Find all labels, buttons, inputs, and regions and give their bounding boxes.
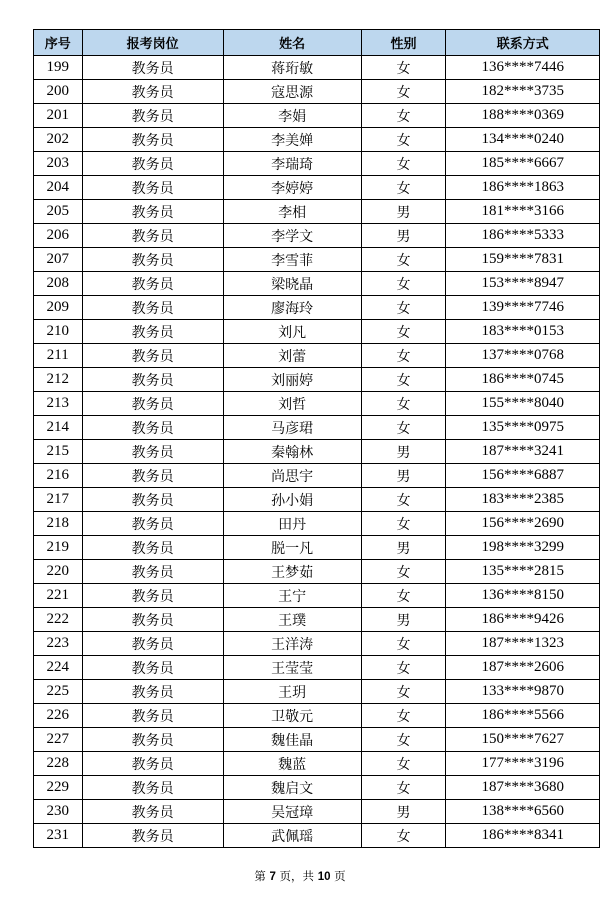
cell-serial-number: 209 xyxy=(34,296,83,320)
cell-applied-position: 教务员 xyxy=(82,320,223,344)
cell-gender: 女 xyxy=(361,416,446,440)
cell-applied-position: 教务员 xyxy=(82,272,223,296)
table-row xyxy=(34,176,600,200)
cell-name: 刘凡 xyxy=(223,320,361,344)
cell-contact: 186****9426 xyxy=(446,608,600,632)
cell-serial-number: 201 xyxy=(34,104,83,128)
table-row xyxy=(34,728,600,752)
cell-name: 李美婵 xyxy=(223,128,361,152)
cell-applied-position: 教务员 xyxy=(82,80,223,104)
cell-contact: 186****5333 xyxy=(446,224,600,248)
cell-applied-position: 教务员 xyxy=(82,584,223,608)
cell-applied-position: 教务员 xyxy=(82,752,223,776)
cell-applied-position: 教务员 xyxy=(82,200,223,224)
cell-serial-number: 200 xyxy=(34,80,83,104)
cell-name: 王莹莹 xyxy=(223,656,361,680)
cell-gender: 女 xyxy=(361,296,446,320)
cell-gender: 女 xyxy=(361,776,446,800)
cell-gender: 女 xyxy=(361,488,446,512)
cell-gender: 男 xyxy=(361,224,446,248)
cell-gender: 女 xyxy=(361,704,446,728)
cell-gender: 女 xyxy=(361,248,446,272)
table-row xyxy=(34,128,600,152)
cell-serial-number: 216 xyxy=(34,464,83,488)
header-contact: 联系方式 xyxy=(446,30,600,56)
cell-name: 魏启文 xyxy=(223,776,361,800)
cell-name: 田丹 xyxy=(223,512,361,536)
cell-applied-position: 教务员 xyxy=(82,56,223,80)
cell-contact: 150****7627 xyxy=(446,728,600,752)
cell-serial-number: 208 xyxy=(34,272,83,296)
cell-gender: 女 xyxy=(361,752,446,776)
table-row xyxy=(34,560,600,584)
table-row xyxy=(34,824,600,848)
cell-serial-number: 220 xyxy=(34,560,83,584)
cell-serial-number: 217 xyxy=(34,488,83,512)
cell-applied-position: 教务员 xyxy=(82,776,223,800)
cell-contact: 155****8040 xyxy=(446,392,600,416)
cell-applied-position: 教务员 xyxy=(82,680,223,704)
cell-serial-number: 204 xyxy=(34,176,83,200)
cell-name: 梁晓晶 xyxy=(223,272,361,296)
cell-contact: 186****0745 xyxy=(446,368,600,392)
cell-serial-number: 207 xyxy=(34,248,83,272)
cell-serial-number: 223 xyxy=(34,632,83,656)
cell-gender: 女 xyxy=(361,80,446,104)
cell-gender: 女 xyxy=(361,272,446,296)
cell-name: 吴冠璋 xyxy=(223,800,361,824)
footer-page-number: 7 xyxy=(269,871,276,883)
table-row xyxy=(34,392,600,416)
cell-serial-number: 221 xyxy=(34,584,83,608)
header-serial-number: 序号 xyxy=(34,30,83,56)
table-row xyxy=(34,344,600,368)
cell-serial-number: 211 xyxy=(34,344,83,368)
cell-applied-position: 教务员 xyxy=(82,368,223,392)
cell-name: 王宁 xyxy=(223,584,361,608)
cell-contact: 136****8150 xyxy=(446,584,600,608)
cell-serial-number: 218 xyxy=(34,512,83,536)
cell-contact: 187****3241 xyxy=(446,440,600,464)
table-row xyxy=(34,320,600,344)
cell-gender: 女 xyxy=(361,152,446,176)
cell-contact: 139****7746 xyxy=(446,296,600,320)
cell-name: 刘蕾 xyxy=(223,344,361,368)
cell-serial-number: 213 xyxy=(34,392,83,416)
table-row xyxy=(34,776,600,800)
cell-gender: 女 xyxy=(361,320,446,344)
table-row xyxy=(34,152,600,176)
cell-contact: 159****7831 xyxy=(446,248,600,272)
cell-gender: 女 xyxy=(361,680,446,704)
cell-name: 李娟 xyxy=(223,104,361,128)
table-row xyxy=(34,608,600,632)
cell-applied-position: 教务员 xyxy=(82,800,223,824)
cell-name: 刘丽婷 xyxy=(223,368,361,392)
cell-contact: 156****6887 xyxy=(446,464,600,488)
cell-applied-position: 教务员 xyxy=(82,128,223,152)
table-row xyxy=(34,656,600,680)
cell-contact: 181****3166 xyxy=(446,200,600,224)
table-row xyxy=(34,248,600,272)
cell-applied-position: 教务员 xyxy=(82,728,223,752)
footer-total-pages: 10 xyxy=(317,871,331,883)
table-row xyxy=(34,488,600,512)
cell-serial-number: 228 xyxy=(34,752,83,776)
cell-gender: 女 xyxy=(361,824,446,848)
cell-serial-number: 206 xyxy=(34,224,83,248)
cell-name: 李相 xyxy=(223,200,361,224)
cell-applied-position: 教务员 xyxy=(82,464,223,488)
cell-gender: 男 xyxy=(361,200,446,224)
cell-applied-position: 教务员 xyxy=(82,512,223,536)
cell-applied-position: 教务员 xyxy=(82,824,223,848)
cell-contact: 186****5566 xyxy=(446,704,600,728)
cell-applied-position: 教务员 xyxy=(82,344,223,368)
cell-applied-position: 教务员 xyxy=(82,248,223,272)
cell-gender: 女 xyxy=(361,344,446,368)
cell-gender: 女 xyxy=(361,104,446,128)
cell-serial-number: 227 xyxy=(34,728,83,752)
table-row xyxy=(34,296,600,320)
cell-name: 李雪菲 xyxy=(223,248,361,272)
table-row xyxy=(34,512,600,536)
cell-applied-position: 教务员 xyxy=(82,104,223,128)
cell-gender: 女 xyxy=(361,632,446,656)
cell-contact: 187****1323 xyxy=(446,632,600,656)
cell-applied-position: 教务员 xyxy=(82,704,223,728)
cell-name: 秦翰林 xyxy=(223,440,361,464)
cell-serial-number: 203 xyxy=(34,152,83,176)
cell-contact: 183****0153 xyxy=(446,320,600,344)
cell-serial-number: 214 xyxy=(34,416,83,440)
header-applied-position: 报考岗位 xyxy=(82,30,223,56)
table-row xyxy=(34,80,600,104)
table-row xyxy=(34,440,600,464)
table-row xyxy=(34,464,600,488)
cell-serial-number: 202 xyxy=(34,128,83,152)
cell-contact: 182****3735 xyxy=(446,80,600,104)
cell-applied-position: 教务员 xyxy=(82,176,223,200)
cell-contact: 153****8947 xyxy=(446,272,600,296)
table-row xyxy=(34,272,600,296)
table-row xyxy=(34,200,600,224)
footer-suffix: 页 xyxy=(334,869,346,883)
cell-name: 李婷婷 xyxy=(223,176,361,200)
cell-serial-number: 212 xyxy=(34,368,83,392)
cell-applied-position: 教务员 xyxy=(82,416,223,440)
footer-prefix: 第 xyxy=(254,869,266,883)
cell-contact: 188****0369 xyxy=(446,104,600,128)
cell-serial-number: 215 xyxy=(34,440,83,464)
cell-gender: 男 xyxy=(361,608,446,632)
cell-contact: 137****0768 xyxy=(446,344,600,368)
cell-contact: 185****6667 xyxy=(446,152,600,176)
cell-contact: 198****3299 xyxy=(446,536,600,560)
header-name: 姓名 xyxy=(223,30,361,56)
roster-table xyxy=(33,29,600,848)
table-row xyxy=(34,680,600,704)
table-row xyxy=(34,800,600,824)
cell-contact: 186****8341 xyxy=(446,824,600,848)
cell-serial-number: 222 xyxy=(34,608,83,632)
cell-applied-position: 教务员 xyxy=(82,656,223,680)
cell-name: 李学文 xyxy=(223,224,361,248)
cell-name: 蒋珩敏 xyxy=(223,56,361,80)
cell-applied-position: 教务员 xyxy=(82,296,223,320)
cell-contact: 183****2385 xyxy=(446,488,600,512)
cell-applied-position: 教务员 xyxy=(82,392,223,416)
cell-contact: 135****2815 xyxy=(446,560,600,584)
cell-serial-number: 226 xyxy=(34,704,83,728)
cell-serial-number: 205 xyxy=(34,200,83,224)
cell-gender: 女 xyxy=(361,656,446,680)
cell-serial-number: 225 xyxy=(34,680,83,704)
cell-name: 刘哲 xyxy=(223,392,361,416)
cell-gender: 女 xyxy=(361,128,446,152)
cell-name: 孙小娟 xyxy=(223,488,361,512)
cell-serial-number: 229 xyxy=(34,776,83,800)
cell-serial-number: 231 xyxy=(34,824,83,848)
cell-gender: 女 xyxy=(361,560,446,584)
cell-applied-position: 教务员 xyxy=(82,488,223,512)
table-body xyxy=(34,56,600,848)
cell-contact: 133****9870 xyxy=(446,680,600,704)
cell-gender: 男 xyxy=(361,440,446,464)
cell-name: 寇思源 xyxy=(223,80,361,104)
cell-name: 尚思宇 xyxy=(223,464,361,488)
cell-contact: 135****0975 xyxy=(446,416,600,440)
cell-name: 王梦茹 xyxy=(223,560,361,584)
table-row xyxy=(34,104,600,128)
cell-contact: 136****7446 xyxy=(446,56,600,80)
cell-applied-position: 教务员 xyxy=(82,560,223,584)
table-row xyxy=(34,416,600,440)
cell-name: 魏蓝 xyxy=(223,752,361,776)
cell-serial-number: 210 xyxy=(34,320,83,344)
cell-applied-position: 教务员 xyxy=(82,440,223,464)
table-header-row xyxy=(34,30,600,56)
cell-gender: 男 xyxy=(361,464,446,488)
table-row xyxy=(34,704,600,728)
table-row xyxy=(34,56,600,80)
cell-contact: 187****2606 xyxy=(446,656,600,680)
cell-applied-position: 教务员 xyxy=(82,224,223,248)
cell-applied-position: 教务员 xyxy=(82,152,223,176)
table-row xyxy=(34,224,600,248)
cell-gender: 男 xyxy=(361,800,446,824)
cell-name: 武佩瑶 xyxy=(223,824,361,848)
cell-name: 王洋涛 xyxy=(223,632,361,656)
footer-middle: 页，共 xyxy=(279,869,315,883)
cell-name: 马彦珺 xyxy=(223,416,361,440)
cell-gender: 女 xyxy=(361,728,446,752)
cell-name: 卫敬元 xyxy=(223,704,361,728)
cell-name: 脱一凡 xyxy=(223,536,361,560)
cell-gender: 女 xyxy=(361,392,446,416)
cell-gender: 女 xyxy=(361,512,446,536)
cell-contact: 187****3680 xyxy=(446,776,600,800)
header-gender: 性别 xyxy=(361,30,446,56)
cell-applied-position: 教务员 xyxy=(82,608,223,632)
cell-gender: 女 xyxy=(361,368,446,392)
table-row xyxy=(34,632,600,656)
table-row xyxy=(34,536,600,560)
table-row xyxy=(34,752,600,776)
cell-gender: 女 xyxy=(361,176,446,200)
cell-gender: 男 xyxy=(361,536,446,560)
cell-serial-number: 230 xyxy=(34,800,83,824)
cell-applied-position: 教务员 xyxy=(82,536,223,560)
table-row xyxy=(34,368,600,392)
table-row xyxy=(34,584,600,608)
cell-applied-position: 教务员 xyxy=(82,632,223,656)
cell-name: 廖海玲 xyxy=(223,296,361,320)
cell-name: 李瑞琦 xyxy=(223,152,361,176)
cell-contact: 134****0240 xyxy=(446,128,600,152)
cell-serial-number: 199 xyxy=(34,56,83,80)
cell-name: 魏佳晶 xyxy=(223,728,361,752)
cell-gender: 女 xyxy=(361,56,446,80)
page-footer xyxy=(0,868,600,884)
cell-contact: 156****2690 xyxy=(446,512,600,536)
cell-name: 王璞 xyxy=(223,608,361,632)
cell-contact: 186****1863 xyxy=(446,176,600,200)
cell-contact: 138****6560 xyxy=(446,800,600,824)
cell-contact: 177****3196 xyxy=(446,752,600,776)
cell-serial-number: 219 xyxy=(34,536,83,560)
cell-serial-number: 224 xyxy=(34,656,83,680)
cell-gender: 女 xyxy=(361,584,446,608)
cell-name: 王玥 xyxy=(223,680,361,704)
